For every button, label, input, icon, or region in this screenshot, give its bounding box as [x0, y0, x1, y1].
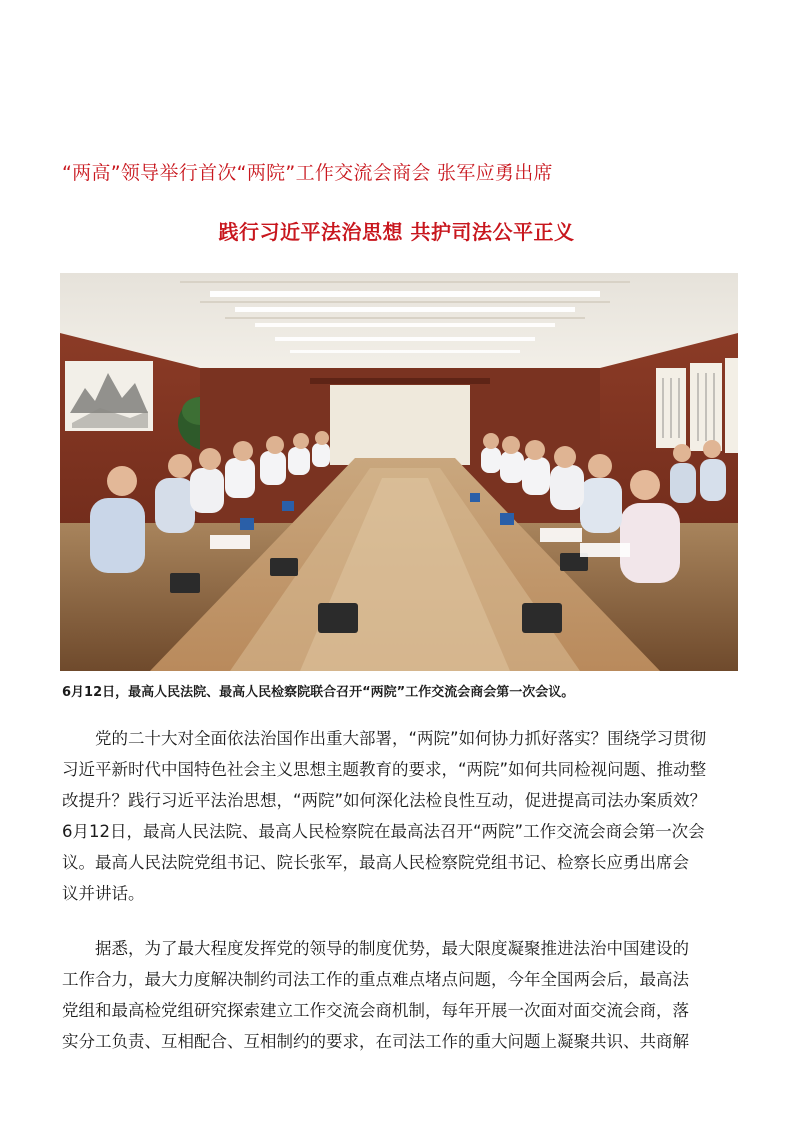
paragraph-1	[62, 723, 734, 909]
meeting-photo	[60, 273, 738, 671]
headline: “两高”领导举行首次“两院”工作交流会商会 张军应勇出席	[62, 162, 553, 184]
paragraph-line: 工作合力，最大力度解决制约司法工作的重点难点堵点问题，今年全国两会后，最高法	[62, 970, 689, 989]
paragraph-line: 党的二十大对全面依法治国作出重大部署，“两院”如何协力抓好落实？围绕学习贯彻	[62, 729, 707, 748]
paragraph-line: 习近平新时代中国特色社会主义思想主题教育的要求，“两院”如何共同检视问题、推动整	[62, 760, 707, 779]
subheadline: 践行习近平法治思想 共护司法公平正义	[218, 220, 575, 244]
paragraph-2	[62, 933, 734, 1057]
photo-caption: 6月12日，最高人民法院、最高人民检察院联合召开“两院”工作交流会商会第一次会议。	[62, 685, 575, 700]
paragraph-line: 党组和最高检党组研究探索建立工作交流会商机制，每年开展一次面对面交流会商，落	[62, 1001, 689, 1020]
paragraph-line: 议并讲话。	[62, 884, 145, 903]
paragraph-line: 实分工负责、互相配合、互相制约的要求，在司法工作的重大问题上凝聚共识、共商解	[62, 1032, 689, 1051]
paragraph-line: 议。最高人民法院党组书记、院长张军，最高人民检察院党组书记、检察长应勇出席会	[62, 853, 689, 872]
paragraph-line: 6月12日，最高人民法院、最高人民检察院在最高法召开“两院”工作交流会商会第一次会	[62, 822, 705, 841]
paragraph-line: 据悉，为了最大程度发挥党的领导的制度优势，最大限度凝聚推进法治中国建设的	[62, 939, 689, 958]
paragraph-line: 改提升？践行习近平法治思想，“两院”如何深化法检良性互动，促进提高司法办案质效？	[62, 791, 707, 810]
